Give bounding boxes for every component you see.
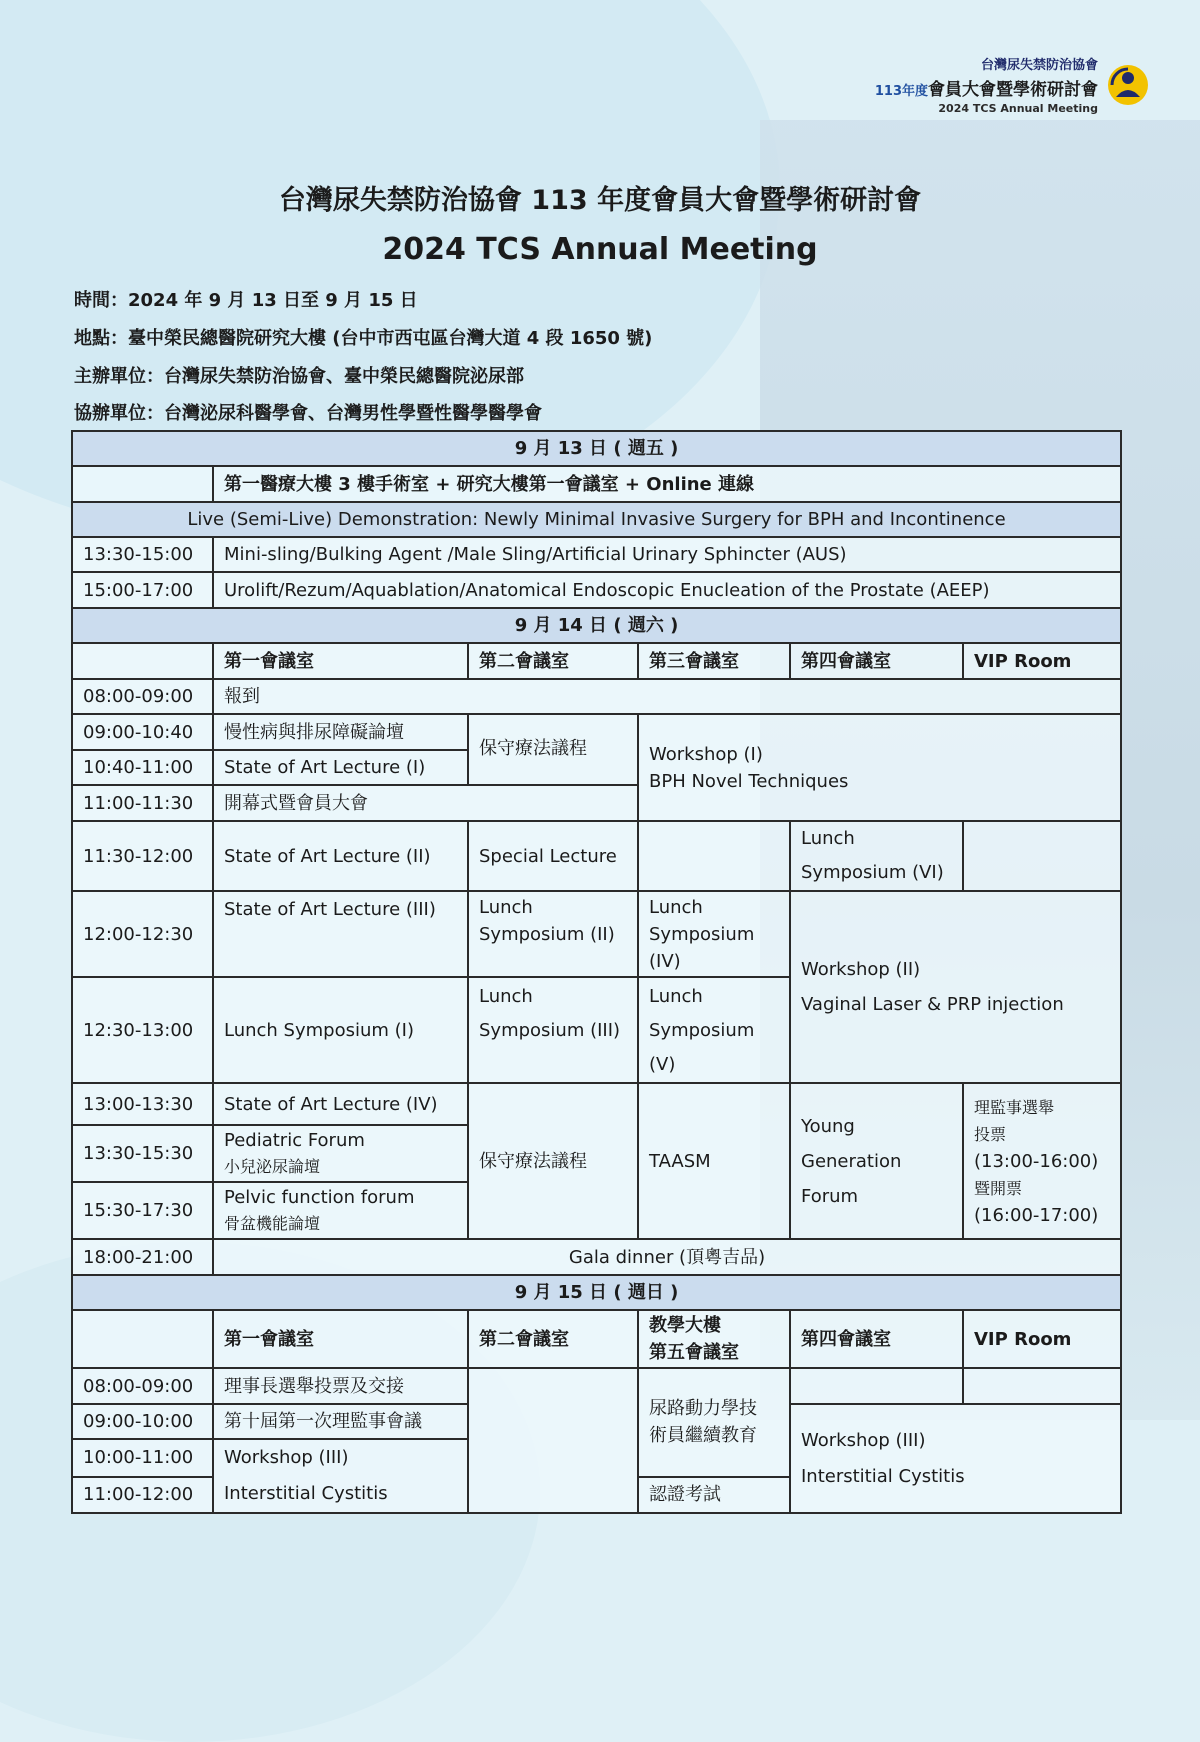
- session-title: Workshop (III): [224, 1447, 349, 1468]
- session-title: Workshop (III): [801, 1429, 926, 1451]
- session-line: (IV): [649, 951, 681, 972]
- session-cell: 報到: [213, 679, 1121, 714]
- time-slot: 08:00-09:00: [72, 1368, 213, 1404]
- room-header: 第二會議室: [468, 643, 638, 679]
- session-cell: State of Art Lecture (II): [213, 821, 468, 891]
- empty-cell: [963, 821, 1121, 891]
- room-header: 第一會議室: [213, 1310, 468, 1368]
- event-co-organizer: 協辦單位：台灣泌尿科醫學會、台灣男性學暨性醫學醫學會: [74, 403, 542, 424]
- room-header: 第四會議室: [790, 643, 963, 679]
- session-line: Lunch: [649, 986, 703, 1007]
- session-cell: [963, 1083, 1121, 1239]
- session-line: 尿路動力學技: [649, 1398, 757, 1420]
- day-header-row: [72, 1275, 1121, 1310]
- time-slot: 11:00-11:30: [72, 785, 213, 821]
- table-row: [72, 679, 1121, 714]
- session-cell: TAASM: [638, 1083, 790, 1239]
- time-slot: 12:30-13:00: [72, 977, 213, 1083]
- venue-row: [72, 466, 1121, 502]
- room-header-line: 第五會議室: [649, 1342, 739, 1363]
- session-subtitle: 骨盆機能論壇: [224, 1213, 321, 1233]
- session-line: Lunch: [479, 897, 533, 918]
- time-slot: 10:00-11:00: [72, 1439, 213, 1477]
- logo-title: [875, 75, 1098, 100]
- session-cell: Special Lecture: [468, 821, 638, 891]
- session-title: Pelvic function forum: [224, 1186, 415, 1208]
- day1-theme: Live (Semi-Live) Demonstration: Newly Minimal Invasive Surgery for BPH and Incontinence: [72, 502, 1121, 537]
- room-header: 第二會議室: [468, 1310, 638, 1368]
- session-title: Workshop (II): [801, 959, 921, 980]
- session-cell: 保守療法議程: [468, 1083, 638, 1239]
- session-cell: State of Art Lecture (IV): [213, 1083, 468, 1125]
- logo-main-text: 會員大會暨學術研討會: [928, 80, 1098, 100]
- table-row: [72, 891, 1121, 977]
- empty-cell: [963, 1368, 1121, 1404]
- room-header: 第一會議室: [213, 643, 468, 679]
- session-cell: Urolift/Rezum/Aquablation/Anatomical Endoscopic Enucleation of the Prostate (AEEP): [213, 572, 1121, 608]
- session-line: Forum: [801, 1185, 859, 1207]
- session-cell: [638, 1368, 790, 1477]
- time-slot: 09:00-10:00: [72, 1404, 213, 1439]
- empty-cell: [638, 821, 790, 891]
- session-line: Symposium: [649, 924, 755, 945]
- session-cell: [790, 891, 1121, 1083]
- session-cell: [213, 1125, 468, 1182]
- session-cell: State of Art Lecture (I): [213, 750, 468, 785]
- session-line: 理監事選舉: [974, 1097, 1055, 1117]
- empty-cell: [790, 1368, 963, 1404]
- room-header: [638, 1310, 790, 1368]
- time-slot: 15:30-17:30: [72, 1182, 213, 1239]
- time-slot: 11:30-12:00: [72, 821, 213, 891]
- table-row: [72, 572, 1121, 608]
- session-cell: Lunch Symposium (I): [213, 977, 468, 1083]
- empty-cell: [72, 466, 213, 502]
- session-cell: [790, 821, 963, 891]
- session-cell: 認證考試: [638, 1477, 790, 1513]
- session-cell: 理事長選舉投票及交接: [213, 1368, 468, 1404]
- table-row: [72, 821, 1121, 891]
- time-slot: 08:00-09:00: [72, 679, 213, 714]
- empty-cell: [72, 643, 213, 679]
- time-slot: 11:00-12:00: [72, 1477, 213, 1513]
- day-header-row: [72, 608, 1121, 643]
- session-line: Generation: [801, 1150, 902, 1172]
- logo-subtitle: 2024 TCS Annual Meeting: [938, 102, 1098, 115]
- time-slot: 13:30-15:30: [72, 1125, 213, 1182]
- session-line: Symposium: [649, 1020, 755, 1041]
- session-subtitle: Interstitial Cystitis: [801, 1465, 965, 1487]
- room-header-line: 教學大樓: [649, 1315, 721, 1336]
- room-header: 第四會議室: [790, 1310, 963, 1368]
- schedule-table: [71, 430, 1122, 1514]
- session-line: Symposium (VI): [801, 862, 944, 883]
- session-cell: [638, 891, 790, 977]
- time-slot: 12:00-12:30: [72, 891, 213, 977]
- logo-org-name: 台灣尿失禁防治協會: [980, 58, 1098, 73]
- session-line: Young: [801, 1115, 855, 1137]
- theme-row: [72, 502, 1121, 537]
- session-title: Workshop (I): [649, 743, 763, 765]
- room-header-row: [72, 1310, 1121, 1368]
- session-subtitle: BPH Novel Techniques: [649, 770, 849, 792]
- room-header-row: [72, 643, 1121, 679]
- page-title-english: 2024 TCS Annual Meeting: [382, 232, 818, 267]
- event-logo: [875, 54, 1150, 115]
- time-slot: 13:00-13:30: [72, 1083, 213, 1125]
- session-cell: 保守療法議程: [468, 714, 638, 785]
- time-slot: 09:00-10:40: [72, 714, 213, 750]
- time-slot: 15:00-17:00: [72, 572, 213, 608]
- table-row: [72, 1083, 1121, 1125]
- session-cell: [468, 977, 638, 1083]
- empty-cell: [468, 1368, 638, 1513]
- session-line: (13:00-16:00): [974, 1150, 1099, 1172]
- page-title-chinese: 台灣尿失禁防治協會 113 年度會員大會暨學術研討會: [278, 185, 922, 216]
- session-cell: [790, 1404, 1121, 1513]
- session-subtitle: Vaginal Laser & PRP injection: [801, 994, 1064, 1015]
- session-line: Symposium (II): [479, 924, 615, 945]
- day-header-row: [72, 431, 1121, 466]
- table-row: [72, 1239, 1121, 1275]
- session-line: Symposium (III): [479, 1020, 621, 1041]
- session-cell: [468, 891, 638, 977]
- day2-date: 9 月 14 日 ( 週六 ): [72, 608, 1121, 643]
- session-line: Lunch: [801, 828, 855, 849]
- session-subtitle: 小兒泌尿論壇: [224, 1156, 321, 1176]
- session-subtitle: Interstitial Cystitis: [224, 1483, 388, 1504]
- day1-venue: 第一醫療大樓 3 樓手術室 + 研究大樓第一會議室 + Online 連線: [213, 466, 1121, 502]
- table-row: [72, 537, 1121, 572]
- session-cell: State of Art Lecture (III): [213, 891, 468, 977]
- session-line: Lunch: [649, 897, 703, 918]
- room-header: VIP Room: [963, 643, 1121, 679]
- session-cell: Gala dinner (頂粵吉品): [213, 1239, 1121, 1275]
- session-line: 投票: [974, 1124, 1007, 1144]
- session-cell: Mini-sling/Bulking Agent /Male Sling/Artificial Urinary Sphincter (AUS): [213, 537, 1121, 572]
- session-cell: [213, 1182, 468, 1239]
- time-slot: 10:40-11:00: [72, 750, 213, 785]
- day1-date: 9 月 13 日 ( 週五 ): [72, 431, 1121, 466]
- session-title: Pediatric Forum: [224, 1129, 365, 1151]
- room-header: 第三會議室: [638, 643, 790, 679]
- time-slot: 13:30-15:00: [72, 537, 213, 572]
- session-cell: 慢性病與排尿障礙論壇: [213, 714, 468, 750]
- session-line: 術員繼續教育: [649, 1425, 757, 1447]
- event-location: 地點：臺中榮民總醫院研究大樓 (台中市西屯區台灣大道 4 段 1650 號): [74, 328, 653, 349]
- room-header: VIP Room: [963, 1310, 1121, 1368]
- logo-year: 113年度: [874, 84, 928, 99]
- session-cell: [790, 1083, 963, 1239]
- association-emblem-icon: [1106, 63, 1150, 107]
- session-line: (16:00-17:00): [974, 1204, 1099, 1226]
- session-cell: [638, 977, 790, 1083]
- session-line: Lunch: [479, 986, 533, 1007]
- event-time: 時間：2024 年 9 月 13 日至 9 月 15 日: [74, 290, 418, 311]
- event-organizer: 主辦單位：台灣尿失禁防治協會、臺中榮民總醫院泌尿部: [74, 366, 524, 387]
- table-row: [72, 714, 1121, 750]
- session-cell: 開幕式暨會員大會: [213, 785, 638, 821]
- day3-date: 9 月 15 日 ( 週日 ): [72, 1275, 1121, 1310]
- empty-cell: [72, 1310, 213, 1368]
- session-cell: [638, 714, 1121, 821]
- session-line: 暨開票: [974, 1178, 1023, 1198]
- session-line: (V): [649, 1054, 676, 1075]
- session-cell: 第十屆第一次理監事會議: [213, 1404, 468, 1439]
- time-slot: 18:00-21:00: [72, 1239, 213, 1275]
- table-row: [72, 1368, 1121, 1404]
- session-cell: [213, 1439, 468, 1513]
